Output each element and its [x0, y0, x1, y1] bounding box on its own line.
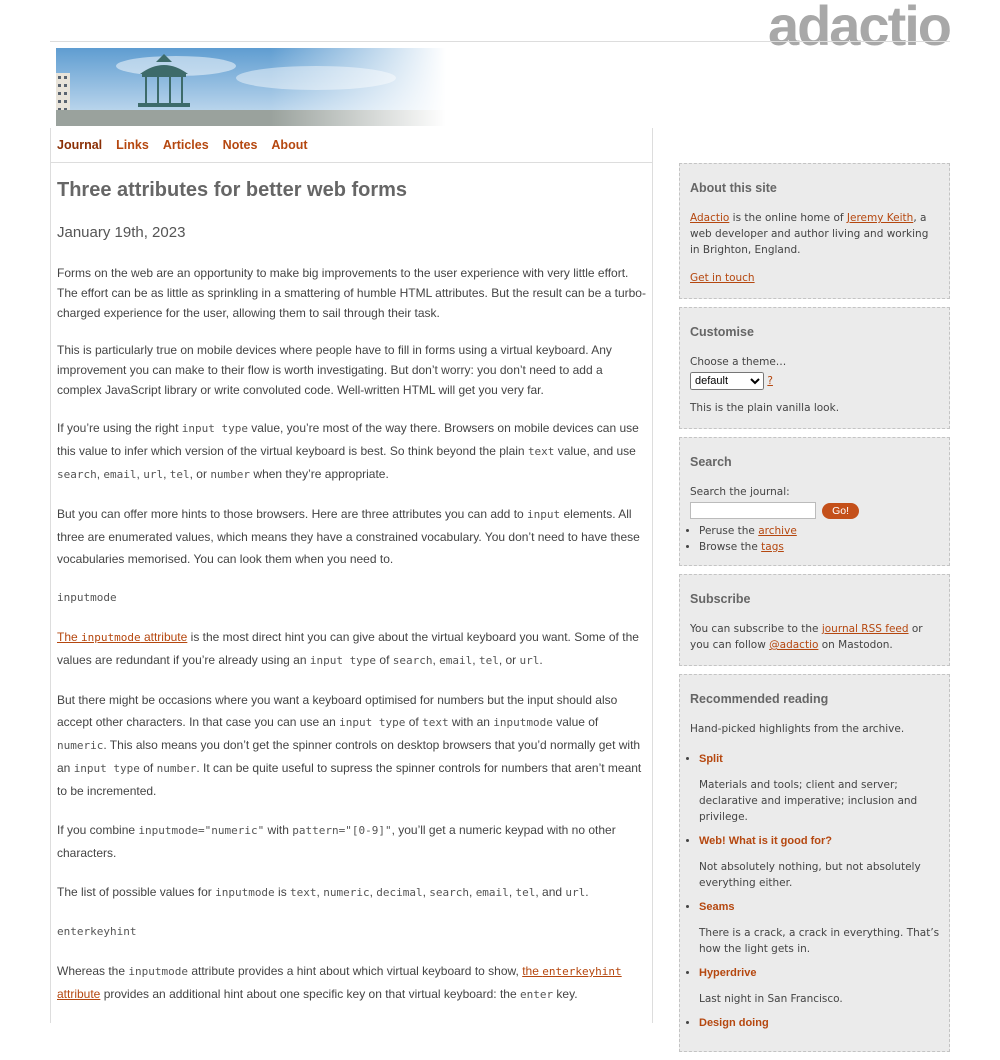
subscribe-box	[679, 574, 950, 666]
recommended-desc: Last night in San Francisco.	[699, 993, 843, 1005]
recommended-box	[679, 674, 950, 1052]
paragraph: If you’re using the right input type value, you’re most of the way there. Browsers on mobile devices can use this value to infer which version of the virtual keyboard is best. So think beyond the plain text value, and use search, email, url, tel, or number when they’re appropriate.	[57, 421, 639, 481]
recommended-desc: Not absolutely nothing, but not absolutely everything either.	[699, 861, 921, 889]
subscribe-text: You can subscribe to the journal RSS feed or you can follow @adactio on Mastodon.	[690, 623, 923, 651]
customise-box	[679, 307, 950, 429]
subheading-inputmode: inputmode	[57, 591, 117, 604]
article	[50, 163, 653, 1023]
archive-link[interactable]: archive	[758, 525, 797, 537]
nav-articles[interactable]: Articles	[162, 138, 209, 152]
search-box	[679, 437, 950, 566]
paragraph: The inputmode attribute is the most direct hint you can give about the virtual keyboard you want. Some of the values are redundant if you’re already using an input type of search, email, tel, or url.	[57, 630, 639, 667]
site-logo[interactable]: adactio	[767, 0, 950, 57]
nav-journal[interactable]: Journal	[57, 138, 103, 152]
paragraph: But you can offer more hints to those browsers. Here are three attributes you can add to input elements. All three are enumerated values, which means they have a constrained vocabulary. You don’t need to have these vocabularies memorised. You can look them when you need to.	[57, 507, 640, 566]
nav-notes[interactable]: Notes	[222, 138, 258, 152]
paragraph: If you combine inputmode="numeric" with pattern="[0-9]", you’ll get a numeric keypad with no other characters.	[57, 823, 616, 860]
tags-link[interactable]: tags	[761, 541, 784, 553]
tags-item: • Browse the tags	[699, 539, 940, 555]
nav-links[interactable]: Links	[116, 138, 149, 152]
main-nav	[50, 128, 653, 163]
paragraph: But there might be occasions where you want a keyboard optimised for numbers but the input should also accept other characters. In that case you can use an input type of text with an inputmode value of numeric. This also means you don’t get the spinner controls on desktop browsers that you’d normally get with an input type of number. It can be quite useful to supress the spinner controls for numbers that aren’t meant to be incremented.	[57, 693, 642, 798]
paragraph: Whereas the inputmode attribute provides a hint about which virtual keyboard to show, the enterkeyhint attribute provides an additional hint about one specific key on that virtual keyboard: the enter key.	[57, 964, 622, 1001]
about-title: About this site	[690, 181, 777, 195]
about-text: Adactio is the online home of Jeremy Keith, a web developer and author living and working in Brighton, England.	[690, 212, 929, 256]
list-item	[699, 751, 940, 825]
recommended-desc: Materials and tools; client and server; declarative and imperative; inclusion and privilege.	[699, 779, 918, 823]
list-item	[699, 1015, 940, 1031]
search-title: Search	[690, 455, 732, 469]
recommended-link[interactable]: • Web! What is it good for?	[699, 835, 832, 847]
list-item	[699, 833, 940, 891]
search-label: Search the journal:	[690, 486, 790, 498]
recommended-link[interactable]: • Split	[699, 753, 723, 765]
banner-image	[56, 48, 446, 126]
recommended-link[interactable]: • Hyperdrive	[699, 967, 757, 979]
list-item	[699, 965, 940, 1007]
archive-item: • Peruse the archive	[699, 523, 940, 539]
recommended-link[interactable]: • Design doing	[699, 1017, 769, 1029]
paragraph: This is particularly true on mobile devices where people have to fill in forms using a virtual keyboard. Any improvement you can make to their flow is worth investigating. But don’t worry: you don’t need to add a complex JavaScript library or write convoluted code. Well-written HTML will get you very far.	[57, 343, 612, 397]
contact-link[interactable]: Get in touch	[690, 272, 755, 284]
theme-help-link[interactable]: ?	[767, 375, 773, 387]
adactio-link[interactable]: Adactio	[690, 212, 730, 224]
nav-about[interactable]: About	[271, 138, 308, 152]
sidebar	[679, 163, 950, 1060]
list-item	[699, 899, 940, 957]
article-date: January 19th, 2023	[57, 224, 186, 241]
recommended-intro: Hand-picked highlights from the archive.	[690, 723, 905, 735]
rss-feed-link[interactable]: journal RSS feed	[821, 623, 909, 635]
customise-title: Customise	[690, 325, 754, 339]
recommended-desc: There is a crack, a crack in everything. That’s how the light gets in.	[699, 927, 940, 955]
recommended-title: Recommended reading	[690, 692, 829, 706]
jeremy-keith-link[interactable]: Jeremy Keith	[846, 212, 914, 224]
inputmode-link[interactable]: The inputmode attribute	[57, 630, 188, 644]
recommended-link[interactable]: • Seams	[699, 901, 735, 913]
article-title: Three attributes for better web forms	[57, 179, 408, 201]
paragraph: Forms on the web are an opportunity to make big improvements to the user experience with very little effort. The effort can be as little as sprinkling in a smattering of humble HTML attributes. But the result can be a turbo-charged experience for the user, allowing them to sail through their task.	[57, 266, 646, 320]
header-divider	[50, 41, 950, 42]
enterkeyhint-link[interactable]: the enterkeyhint attribute	[57, 964, 622, 1001]
subscribe-title: Subscribe	[690, 592, 751, 606]
theme-select[interactable]	[690, 372, 764, 390]
theme-label: Choose a theme…	[690, 356, 787, 368]
about-box	[679, 163, 950, 299]
subheading-enterkeyhint: enterkeyhint	[57, 925, 137, 938]
paragraph: The list of possible values for inputmode is text, numeric, decimal, search, email, tel, and url.	[57, 885, 589, 899]
search-go-button[interactable]: Go!	[822, 503, 859, 519]
theme-note: This is the plain vanilla look.	[690, 402, 840, 414]
search-input[interactable]	[690, 502, 816, 519]
mastodon-link[interactable]: @adactio	[769, 639, 819, 651]
